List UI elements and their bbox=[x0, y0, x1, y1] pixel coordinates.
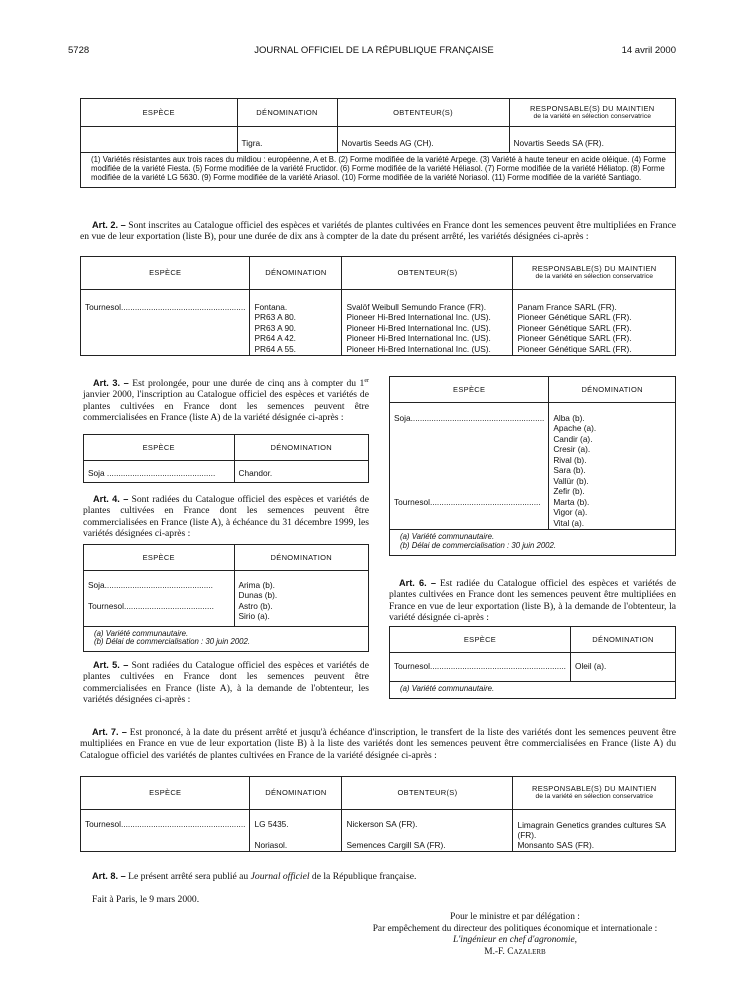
espece-tournesol: Tournesol...................................................... bbox=[85, 302, 246, 312]
list-item: Semences Cargill SA (FR). bbox=[346, 839, 446, 850]
cell-responsables bbox=[513, 809, 675, 851]
list-item: Vital (a). bbox=[553, 517, 585, 528]
col-responsables: RESPONSABLE(S) DU MAINTIEN de la variété en sélection conservatrice bbox=[513, 777, 675, 809]
table-footnotes: (a) Variété communautaire. (b) Délai de commercialisation : 30 juin 2002. bbox=[84, 626, 368, 652]
col-obtenteurs: OBTENTEUR(S) bbox=[342, 257, 513, 289]
table-art3 bbox=[83, 434, 369, 483]
article-7: Art. 7. – Est prononcé, à la date du présent arrêté et jusqu'à échéance d'inscription, le transfert de la liste des variétés dont les semences peuvent être multipliées en France en vue de leur exportation (liste B) à la liste des variétés dont les semences peuvent être commercialisées en France (liste A) du Catalogue officiel des variétés de plantes cultivées en France de la variété désignée ci-après : bbox=[80, 727, 677, 761]
list-item: Pioneer Hi-Bred International Inc. (US). bbox=[346, 333, 491, 343]
list-item: Sirio (a). bbox=[238, 611, 270, 621]
article-8: Art. 8. – Le présent arrêté sera publié au Journal officiel de la République française. bbox=[92, 871, 417, 882]
article-2: Art. 2. – Sont inscrites au Catalogue officiel des espèces et variétés de plantes cultivées en France dont les semences peuvent être multipliées en France en vue de leur exportation (liste B), pour une durée de dix ans à compter de la date du présent arrêté, les variétés désignées ci-après : bbox=[80, 220, 676, 243]
signature-block bbox=[330, 912, 700, 958]
col-obtenteurs: OBTENTEUR(S) bbox=[337, 99, 509, 126]
col-espece: ESPÈCE bbox=[84, 545, 234, 570]
list-item: PR64 A 42. bbox=[254, 333, 296, 343]
list-item: LG 5435. bbox=[254, 818, 289, 829]
article-6: Art. 6. – Est radiée du Catalogue officiel des espèces et variétés de plantes cultivées en France dont les semences peuvent être multipliées en France en vue de leur exportation (liste B), à la demande de l'obtenteur, la variété désignée ci-après : bbox=[389, 578, 676, 623]
cell-denomination: Chandor. bbox=[238, 467, 273, 478]
cell-espece bbox=[390, 652, 571, 681]
list-item: Alba (b). bbox=[553, 412, 585, 423]
list-item: Pioneer Génétique SARL (FR). bbox=[517, 312, 632, 322]
cell-espece bbox=[81, 809, 250, 851]
journal-title: JOURNAL OFFICIEL DE LA RÉPUBLIQUE FRANÇAISE bbox=[254, 45, 494, 56]
table-art5 bbox=[389, 376, 676, 556]
list-item: Astro (b). bbox=[238, 600, 273, 611]
list-item: Pioneer Hi-Bred International Inc. (US). bbox=[346, 322, 491, 333]
page-number: 5728 bbox=[68, 45, 90, 56]
list-item: Cresir (a). bbox=[553, 444, 591, 454]
table-footnotes: (1) Variétés résistantes aux trois races du mildiou : européenne, A et B. (2) Forme modifiée de la variété Arpege. (3) Variété à haute teneur en acide oléique. (4) Forme modifiée de la variété Fiesta. (5) Forme modifiée de la variété Fructidor. (6) Forme modifiée de la variété Héliasol. (7) Forme modifiée de la variété Héliatop. (8) Forme modifiée de la variété LG 5630. (9) Forme modifiée de la variété Ariasol. (10) Forme modifiée de la variété Noriasol. (11) Forme modifiée de la variété Santiago. bbox=[81, 152, 675, 187]
col-denomination: DÉNOMINATION bbox=[549, 377, 675, 402]
cell-espece bbox=[81, 126, 237, 152]
espece-tournesol: Tournesol........................................................... bbox=[394, 661, 566, 671]
col-espece: ESPÈCE bbox=[81, 99, 237, 126]
list-item: Svalöf Weibull Semundo France (FR). bbox=[346, 301, 487, 312]
table-art6 bbox=[389, 626, 676, 699]
cell-denominations bbox=[250, 809, 342, 851]
cell-espece: Soja ............................................... bbox=[84, 460, 234, 482]
cell-especes bbox=[390, 402, 549, 529]
list-item: Zefir (b). bbox=[553, 486, 585, 496]
list-item: Vigor (a). bbox=[553, 507, 588, 517]
cell-obtenteurs bbox=[342, 809, 513, 851]
table-art2 bbox=[80, 256, 676, 356]
list-item: Dunas (b). bbox=[238, 590, 278, 600]
table-art4 bbox=[83, 544, 369, 652]
cell-espece bbox=[81, 289, 250, 355]
list-item: PR64 A 55. bbox=[254, 343, 296, 354]
list-item: Vallür (b). bbox=[553, 475, 589, 486]
list-item: PR63 A 90. bbox=[254, 322, 296, 333]
list-item: Pioneer Génétique SARL (FR). bbox=[517, 343, 632, 354]
list-item: Limagrain Genetics grandes cultures SA (FR). bbox=[517, 819, 666, 840]
espece-tournesol: Tournesol...................................................... bbox=[85, 819, 246, 829]
list-item: Noriasol. bbox=[254, 839, 288, 850]
list-item: Rival (b). bbox=[553, 454, 587, 465]
list-item: Sara (b). bbox=[553, 465, 586, 475]
table-footnotes: (a) Variété communautaire. (b) Délai de commercialisation : 30 juin 2002. bbox=[390, 529, 675, 555]
list-item: Arima (b). bbox=[238, 579, 275, 590]
list-item: Pioneer Hi-Bred International Inc. (US). bbox=[346, 312, 491, 322]
list-item: PR63 A 80. bbox=[254, 312, 296, 322]
article-5: Art. 5. – Sont radiées du Catalogue officiel des espèces et variétés de plantes cultivées en France dont les semences peuvent être commercialisées en France (liste A), à la demande de l'obtenteur, les variétés désignées ci-après : bbox=[83, 660, 369, 705]
list-item: Panam France SARL (FR). bbox=[517, 301, 617, 312]
table-varieties-continued bbox=[80, 98, 676, 188]
issue-date: 14 avril 2000 bbox=[621, 45, 676, 56]
espece-tournesol: Tournesol....................................... bbox=[88, 601, 214, 611]
list-item: Fontana. bbox=[254, 301, 288, 312]
list-item: Nickerson SA (FR). bbox=[346, 818, 418, 829]
signatory-name: M.-F. Cazalerb bbox=[484, 946, 546, 957]
cell-obtenteurs bbox=[342, 289, 513, 355]
col-espece: ESPÈCE bbox=[84, 435, 234, 460]
signature-line-3: L'ingénieur en chef d'agronomie, bbox=[453, 935, 577, 945]
table-footnote: (a) Variété communautaire. bbox=[390, 681, 675, 698]
col-espece: ESPÈCE bbox=[390, 377, 549, 402]
col-espece: ESPÈCE bbox=[390, 627, 571, 652]
col-responsables: RESPONSABLE(S) DU MAINTIEN de la variété en sélection conservatrice bbox=[513, 257, 675, 289]
table-art7 bbox=[80, 776, 676, 852]
list-item: Apache (a). bbox=[553, 423, 597, 433]
cell-responsable: Novartis Seeds SA (FR). bbox=[513, 138, 604, 149]
col-responsables: RESPONSABLE(S) DU MAINTIEN de la variété en sélection conservatrice bbox=[509, 99, 675, 126]
cell-responsables bbox=[513, 289, 675, 355]
article-4: Art. 4. – Sont radiées du Catalogue officiel des espèces et variétés de plantes cultivées en France dont les semences peuvent être commercialisées en France (liste A), à échéance du 31 décembre 1999, les variétés désignées ci-après : bbox=[83, 494, 369, 539]
article-3: Art. 3. – Est prolongée, pour une durée de cinq ans à compter du 1er janvier 2000, l'inscription au Catalogue officiel des espèces et variétés de plantes cultivées en France dont les semences peuvent être commercialisées en France (liste A) de la variété désignée ci-après : bbox=[83, 378, 369, 424]
list-item: Candir (a). bbox=[553, 433, 593, 444]
cell-especes bbox=[84, 570, 234, 626]
list-item: Marta (b). bbox=[553, 496, 590, 507]
list-item: Pioneer Génétique SARL (FR). bbox=[517, 322, 632, 333]
list-item: Pioneer Hi-Bred International Inc. (US). bbox=[346, 343, 491, 354]
cell-denominations bbox=[549, 402, 675, 529]
cell-denominations bbox=[234, 570, 368, 626]
cell-denomination: Oleil (a). bbox=[575, 660, 607, 671]
col-denomination: DÉNOMINATION bbox=[250, 777, 342, 809]
espece-soja: Soja.......................................................... bbox=[394, 413, 545, 423]
signature-line-2: Par empêchement du directeur des politiques économique et internationale : bbox=[372, 923, 658, 934]
cell-denomination: Tigra. bbox=[237, 126, 337, 152]
list-item: Pioneer Génétique SARL (FR). bbox=[517, 333, 632, 343]
cell-denominations bbox=[250, 289, 342, 355]
signature-line-1: Pour le ministre et par délégation : bbox=[450, 912, 580, 922]
col-obtenteurs: OBTENTEUR(S) bbox=[342, 777, 513, 809]
col-denomination: DÉNOMINATION bbox=[234, 435, 368, 460]
col-espece: ESPÈCE bbox=[81, 257, 250, 289]
espece-tournesol: Tournesol................................................ bbox=[394, 497, 541, 507]
col-denomination: DÉNOMINATION bbox=[234, 545, 368, 570]
col-denomination: DÉNOMINATION bbox=[237, 99, 337, 126]
col-espece: ESPÈCE bbox=[81, 777, 250, 809]
col-denomination: DÉNOMINATION bbox=[571, 627, 676, 652]
place-date: Fait à Paris, le 9 mars 2000. bbox=[92, 894, 200, 905]
cell-obtenteur: Novartis Seeds AG (CH). bbox=[337, 126, 509, 152]
col-denomination: DÉNOMINATION bbox=[250, 257, 342, 289]
list-item: Monsanto SAS (FR). bbox=[517, 839, 595, 850]
espece-soja: Soja............................................... bbox=[88, 580, 213, 590]
